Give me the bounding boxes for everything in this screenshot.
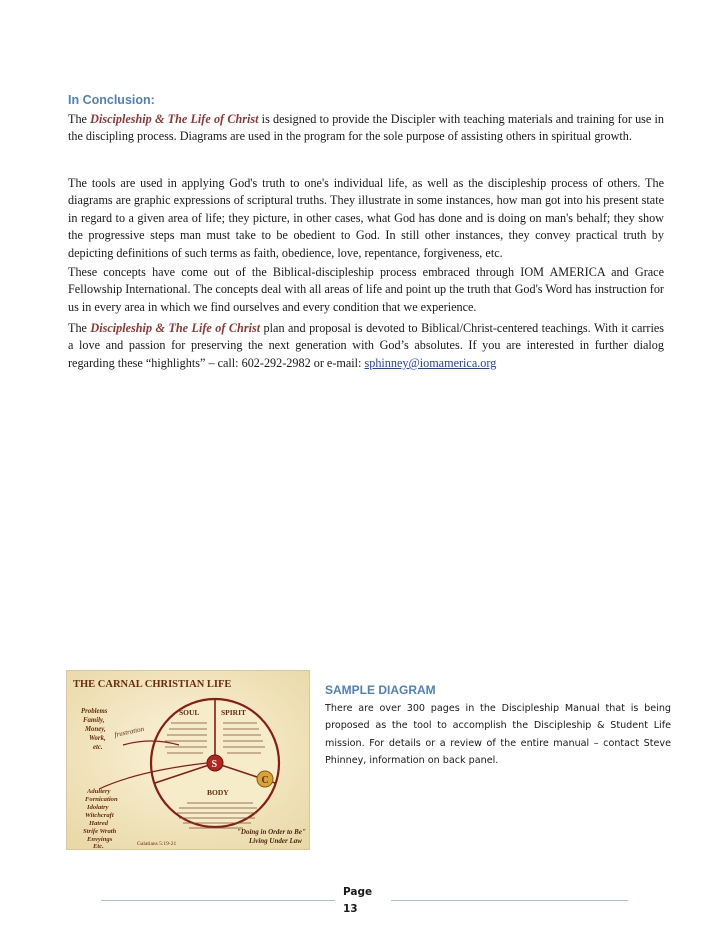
problems-line-5: etc.: [93, 744, 103, 751]
sins-line-5: Hatred: [89, 820, 109, 827]
sample-diagram-description: There are over 300 pages in the Discipleship Manual that is being proposed as the tool to accomplish the Discipleship & Student Life mission. For details or a review of the entire manual – contact Steve Phinney, information on back panel.: [325, 703, 671, 766]
doing-quote-line-1: "Doing in Order to Be": [237, 828, 306, 836]
conclusion-paragraph-3: These concepts have come out of the Biblical-discipleship process embraced through IOM AMERICA and Grace Fellowship International. The concepts deal with all areas of life and point up the truth that God's Word has instruction for us in every area in which we find ourselves and every condition that we experience.: [68, 265, 664, 314]
sample-diagram-title: SAMPLE DIAGRAM: [325, 683, 436, 697]
conclusion-heading: In Conclusion:: [68, 93, 155, 107]
sins-line-3: Idolatry: [87, 804, 109, 811]
self-letter: S: [211, 759, 218, 770]
page-number: 13: [343, 903, 358, 915]
problems-line-3: Money,: [85, 726, 106, 733]
conclusion-paragraph-4: [68, 320, 664, 372]
footer-rule-right: [391, 900, 628, 901]
problems-line-2: Family,: [83, 717, 105, 724]
body-label: BODY: [207, 788, 229, 797]
p4-pre: The: [68, 321, 91, 335]
sins-line-8: Etc.: [93, 843, 104, 849]
galatians-reference: Galatians 5:19-21: [137, 841, 177, 847]
problems-line-4: Work,: [89, 735, 106, 742]
doing-quote-line-2: Living Under Law: [249, 837, 302, 845]
page-word: Page: [343, 886, 373, 898]
p4-post: plan and proposal is devoted to Biblical/Christ-centered teachings. With it carries a love and passion for preserving the next generation with God’s absolutes. If you are interested in further dialog regarding these “highlights” – call: 602-292-2982 or e-mail:: [68, 321, 665, 370]
sample-diagram-image: [66, 670, 310, 850]
page-number-label: [343, 884, 372, 918]
soul-label: SOUL: [179, 708, 200, 717]
sins-line-2: Fornication: [85, 796, 118, 803]
conclusion-paragraph-1: [68, 111, 664, 146]
spirit-label: SPIRIT: [221, 708, 247, 717]
conclusion-paragraph-2: The tools are used in applying God's truth to one's individual life, as well as the discipleship process of others. The diagrams are graphic expressions of scriptural truths. They illustrate in some instances, how man got into his present state in regard to a given area of life; they picture, in other cases, what God has done and is doing on man's behalf; they show the progressive steps man must take to be obedient to God. In still other instances, they convey practical truth by depicting definitions of such terms as faith, obedience, love, repentance, forgiveness, etc.: [68, 176, 664, 260]
sins-line-1: Adultery: [87, 788, 111, 795]
diagram-title: THE CARNAL CHRISTIAN LIFE: [73, 679, 232, 690]
sins-line-7: Envyings: [87, 836, 113, 843]
p1-pre: The: [68, 112, 91, 126]
brand-name: Discipleship & The Life of Christ: [90, 112, 259, 126]
problems-line-1: Problems: [81, 708, 108, 715]
brand-name: Discipleship & The Life of Christ: [90, 321, 261, 335]
carnal-christian-life-diagram: [67, 671, 309, 849]
email-link[interactable]: sphinney@iomamerica.org: [364, 355, 497, 370]
frustration-label: frustration: [113, 724, 145, 739]
christ-letter: C: [261, 775, 269, 786]
sins-line-4: Witchcraft: [85, 812, 114, 819]
footer-rule-left: [101, 900, 335, 901]
sins-line-6: Strife Wrath: [83, 828, 117, 835]
p1-post: is designed to provide the Discipler with teaching materials and training for use in the discipling process. Diagrams are used in the program for the sole purpose of assisting others in spiritual growth.: [68, 112, 665, 144]
